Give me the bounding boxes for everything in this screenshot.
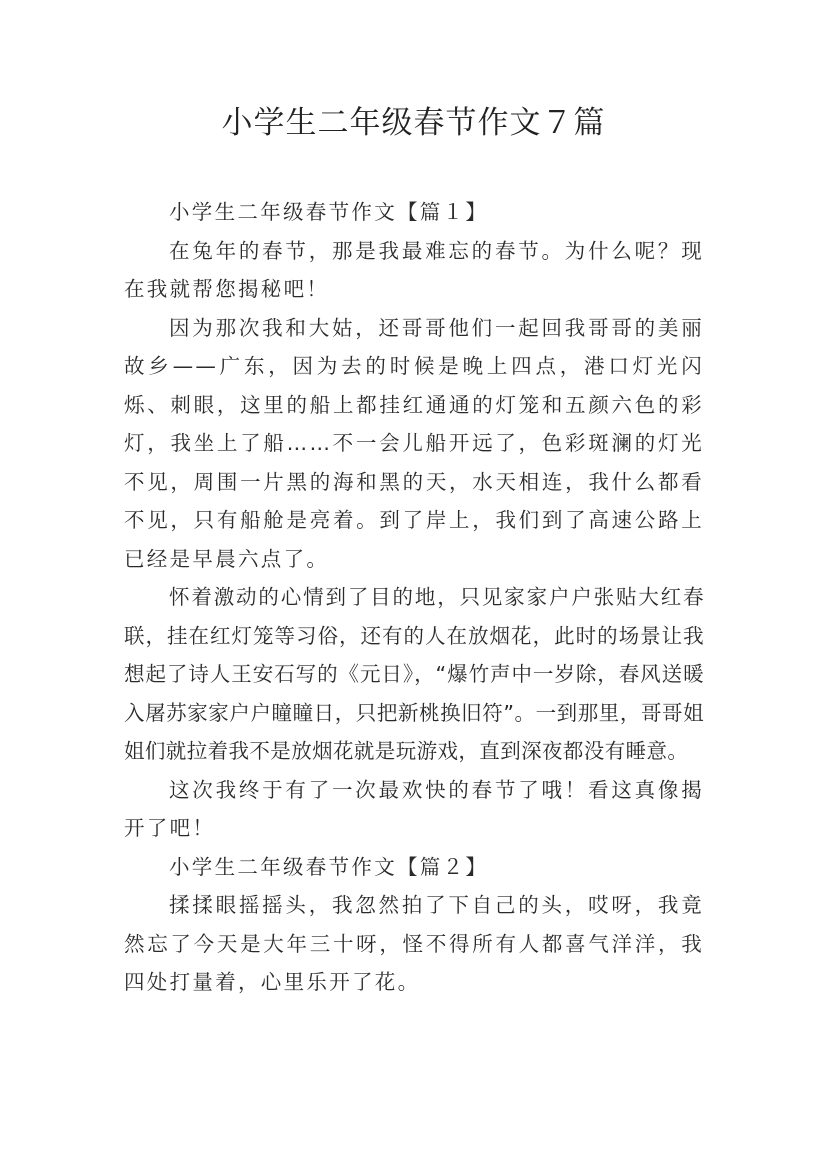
section-heading-1: 小学生二年级春节作文【篇１】 xyxy=(169,200,489,224)
section-heading-2: 小学生二年级春节作文【篇２】 xyxy=(169,854,489,879)
document-title: 小学生二年级春节作文７篇 xyxy=(221,105,606,141)
paragraph: 怀着激动的心情到了目的地，只见家家户户张贴大红春联，挂在红灯笼等习俗，还有的人在放烟花，此时的场景让我想起了诗人王安石写的《元日》，“爆竹声中一岁除，春风送暖入屠苏家家户户瞳瞳日，只把新桃换旧符”。一到那里，哥哥姐姐们就拉着我不是放烟花就是玩游戏，直到深夜都没有睡意。 xyxy=(124,585,704,763)
paragraph: 这次我终于有了一次最欢快的春节了哦！看这真像揭开了吧！ xyxy=(124,777,704,840)
paragraph: 在兔年的春节，那是我最难忘的春节。为什么呢？现在我就帮您揭秘吧！ xyxy=(124,238,704,301)
document-body xyxy=(124,193,704,1002)
paragraph: 因为那次我和大姑，还哥哥他们一起回我哥哥的美丽故乡——广东，因为去的时候是晚上四点，港口灯光闪烁、刺眼，这里的船上都挂红通通的灯笼和五颜六色的彩灯，我坐上了船……不一会儿船开远了，色彩斑澜的灯光不见，周围一片黑的海和黑的天，水天相连，我什么都看不见，只有船舱是亮着。到了岸上，我们到了高速公路上已经是早晨六点了。 xyxy=(124,315,704,571)
paragraph: 揉揉眼摇摇头，我忽然拍了下自己的头，哎呀，我竟然忘了今天是大年三十呀，怪不得所有人都喜气洋洋，我四处打量着，心里乐开了花。 xyxy=(124,893,704,994)
